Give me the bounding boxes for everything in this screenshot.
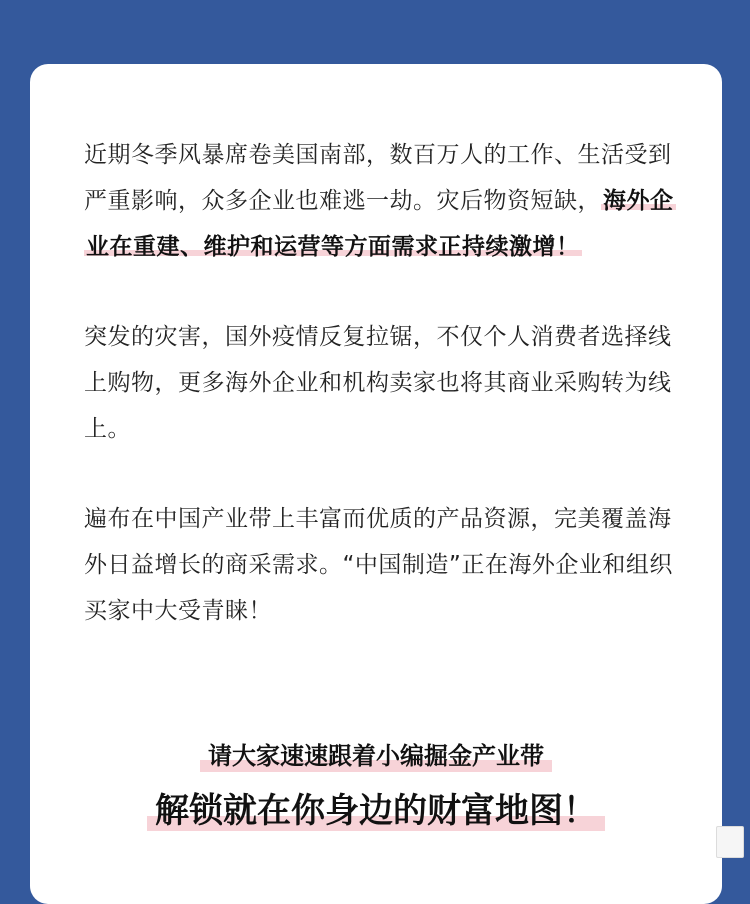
paragraph-online-purchasing: 突发的灾害，国外疫情反复拉锯，不仅个人消费者选择线上购物，更多海外企业和机构卖家也将其商业采购转为线上。 bbox=[84, 324, 672, 442]
cta-line-2 bbox=[30, 786, 722, 836]
paragraph-storm bbox=[84, 132, 676, 270]
corner-qr-icon bbox=[716, 826, 744, 858]
cta-line-1-text: 请大家速速跟着小编掘金产业带 bbox=[200, 736, 552, 776]
paragraph-storm-text: 近期冬季风暴席卷美国南部，数百万人的工作、生活受到严重影响，众多企业也难逃一劫。灾后物资短缺， bbox=[84, 142, 672, 214]
cta-line-2-text: 解锁就在你身边的财富地图！ bbox=[147, 786, 605, 836]
paragraph-made-in-china: 遍布在中国产业带上丰富而优质的产品资源，完美覆盖海外日益增长的商采需求。“中国制造”正在海外企业和组织买家中大受青睐！ bbox=[84, 506, 673, 624]
article-body bbox=[84, 132, 676, 678]
highlighted-demand-text: 海外企业在重建、维护和运营等方面需求正持续激增！ bbox=[86, 188, 674, 260]
cta-line-1 bbox=[30, 736, 722, 776]
